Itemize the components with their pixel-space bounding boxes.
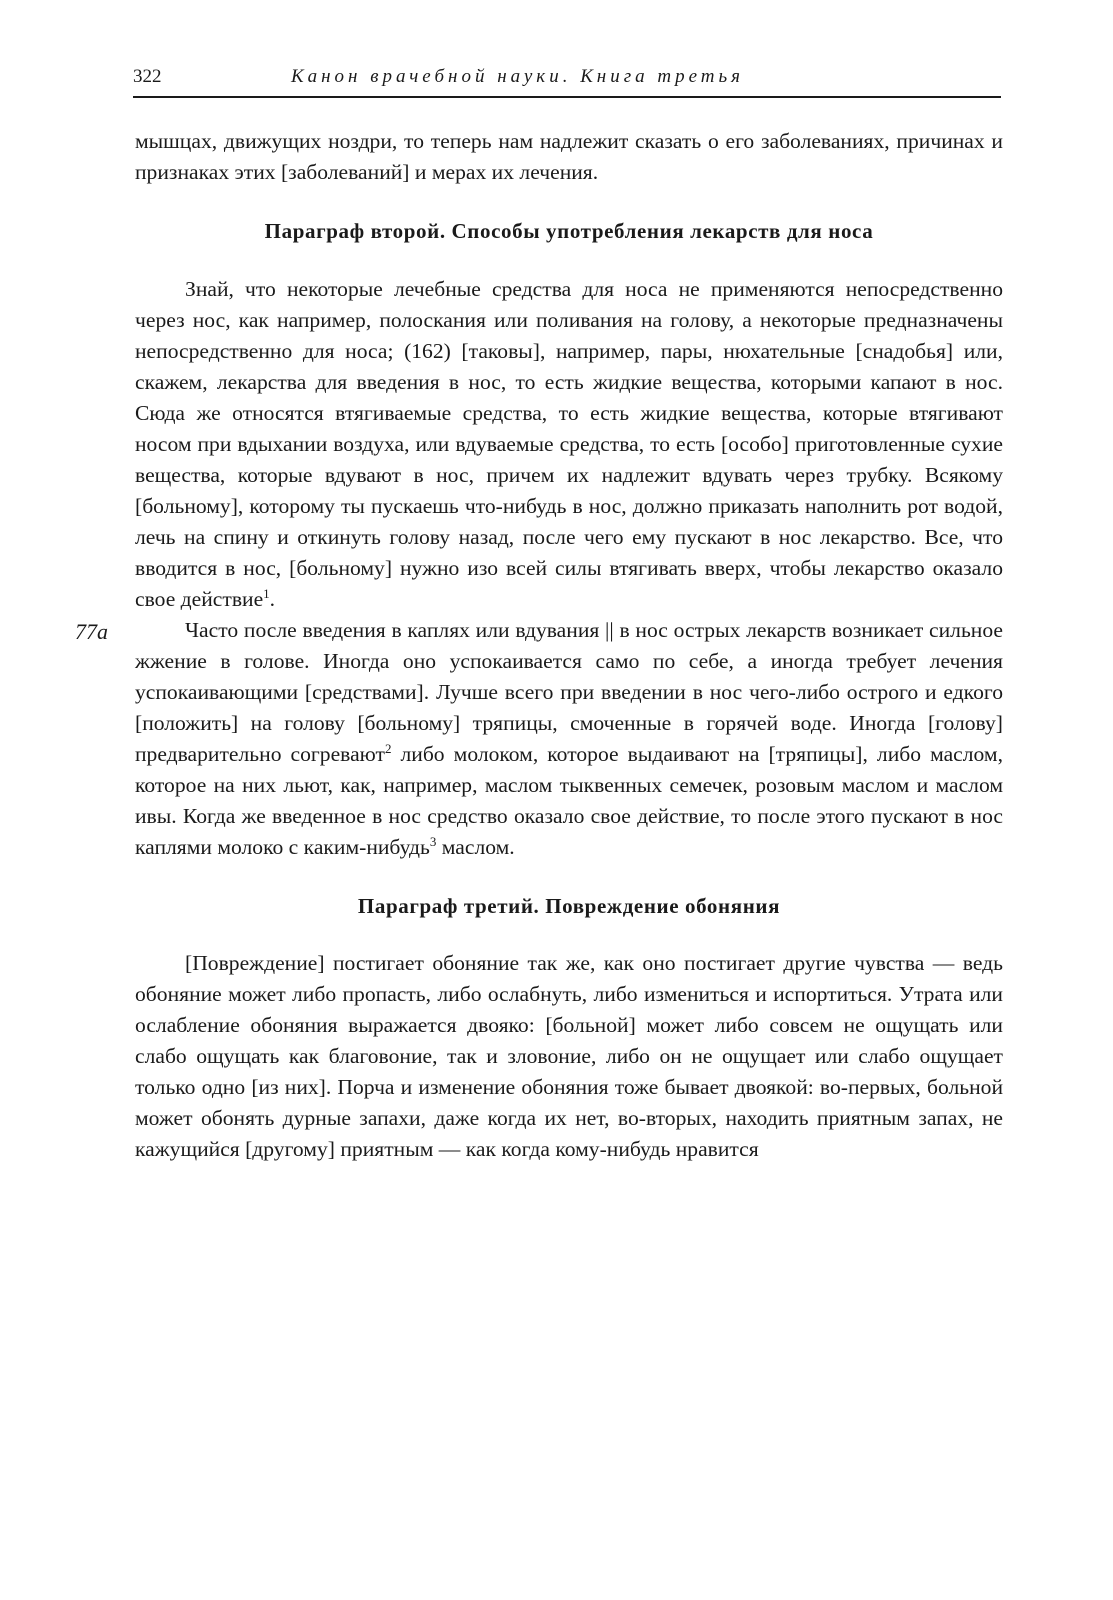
section2-paragraph-2 — [75, 615, 1003, 863]
footnote-ref-2: 2 — [384, 740, 392, 756]
section2-paragraph-1-end: . — [269, 587, 276, 611]
page-number: 322 — [133, 66, 162, 87]
footnote-ref-3: 3 — [429, 833, 437, 849]
margin-folio-note: 77a — [75, 619, 108, 644]
section2-paragraph-2-part1: Часто после введения в каплях или вдувания || в нос острых лекарств возникает сильное жжение в голове. Иногда оно успокаивается само по себе, а иногда требует лечения успокаивающими [средствами]. Лучше всего при введении в нос чего-либо острого и едкого [положить] на голову [больному] тряпицы, смоченные в горячей воде. Иногда [голову] предварительно согревают — [135, 618, 1003, 766]
section-heading-second: Параграф второй. Способы употребления лекарств для носа — [264, 219, 874, 243]
footnote-ref-1: 1 — [263, 585, 270, 601]
intro-paragraph: мышцах, движущих ноздри, то теперь нам надлежит сказать о его заболеваниях, причинах и признаках этих [заболеваний] и мерах их лечения. — [135, 129, 1003, 184]
section3-paragraph-1: [Повреждение] постигает обоняние так же, как оно постигает другие чувства — ведь обоняние может либо пропасть, либо ослабнуть, либо измениться и испортиться. Утрата или ослабление обоняния выражается двояко: [больной] может либо совсем не ощущать или слабо ощущать как благовоние, так и зловоние, либо он не ощущает или слабо ощущает только одно [из них]. Порча и изменение обоняния тоже бывает двоякой: во-первых, больной может обонять дурные запахи, даже когда их нет, во-вторых, находить приятным запах, не кажущийся [другому] приятным — как когда кому-нибудь нравится — [135, 951, 1003, 1161]
section-heading-third: Параграф третий. Повреждение обоняния — [357, 894, 781, 918]
section2-paragraph-1-text: Знай, что некоторые лечебные средства для носа не применяются непосредственно через нос, как например, полоскания или поливания на голову, а некоторые предназначены непосредственно для носа; (162) [таковы], например, пары, нюхательные [снадобья] или, скажем, лекарства для введения в нос, то есть жидкие вещества, которыми капают в нос. Сюда же относятся втягиваемые средства, то есть жидкие вещества, которые втягивают носом при вдыхании воздуха, или вдуваемые средства, то есть [особо] приготовленные сухие вещества, которые вдувают в нос, причем их надлежит вдувать через трубку. Всякому [больному], которому ты пускаешь что-нибудь в нос, должно приказать наполнить рот водой, лечь на спину и откинуть голову назад, после чего ему пускают в нос лекарство. Все, что вводится в нос, [больному] нужно изо всей силы втягивать вверх, чтобы лекарство оказало свое действие — [135, 277, 1003, 611]
section2-paragraph-2-part3: маслом. — [436, 835, 515, 859]
page-header — [133, 62, 1001, 98]
section2-paragraph-2-part2: либо молоком, которое выдаивают на [тряпицы], либо маслом, которое на них льют, как, например, маслом тыквенных семечек, розовым маслом и маслом ивы. Когда же введенное в нос средство оказало свое действие, то после этого пускают в нос каплями молоко с каким-нибудь — [135, 742, 1003, 859]
section2-paragraph-1 — [135, 274, 1003, 615]
page-body — [75, 126, 1003, 1165]
running-title: Канон врачебной науки. Книга третья — [291, 66, 744, 87]
